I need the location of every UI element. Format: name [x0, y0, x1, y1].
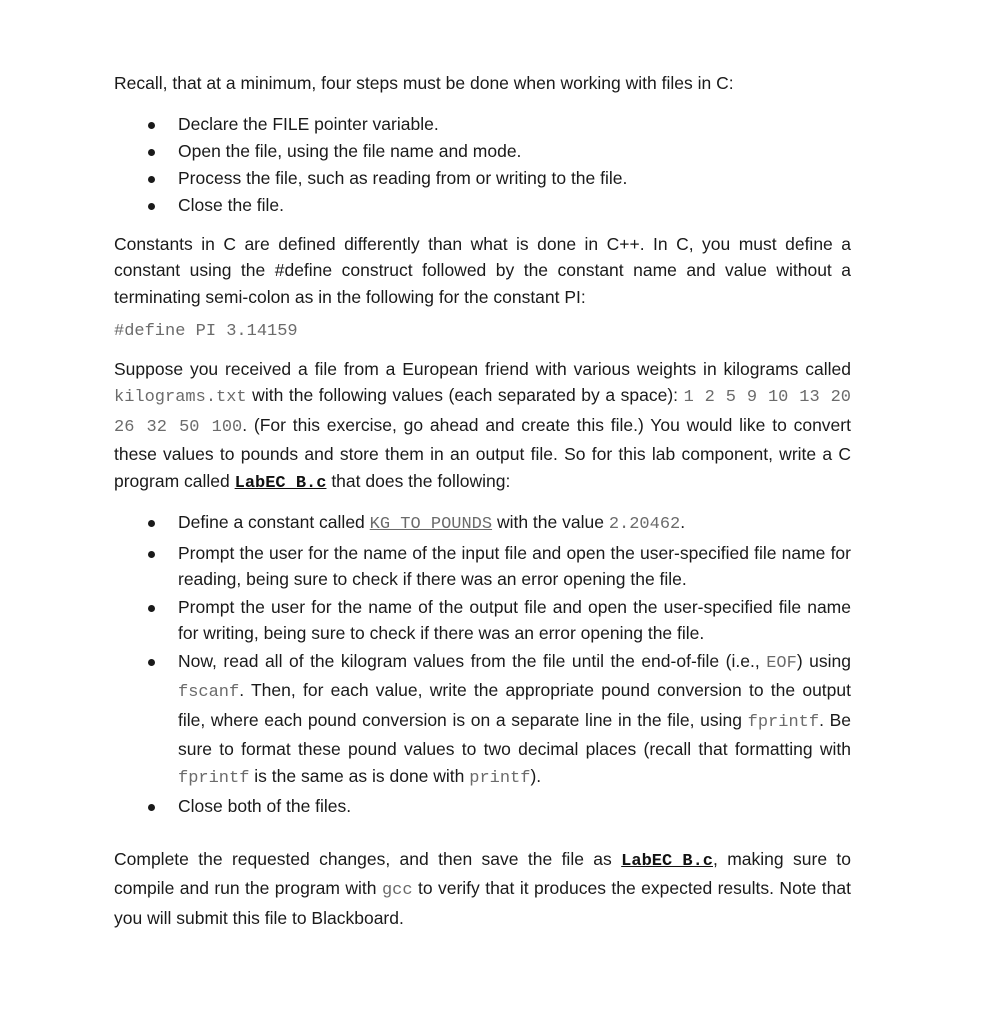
bullet-icon	[148, 176, 155, 183]
bullet-icon	[148, 659, 155, 666]
printf-code: printf	[469, 768, 531, 788]
intro-paragraph: Recall, that at a minimum, four steps must be done when working with files in C:	[114, 73, 734, 93]
file-steps-list	[114, 111, 851, 219]
bullet-icon	[148, 122, 155, 129]
list-item: Prompt the user for the name of the output file and open the user-specified file name for writing, being sure to check if there was an error opening the file.	[114, 594, 851, 647]
bullet-icon	[148, 149, 155, 156]
list-item: Define a constant called KG_TO_POUNDS with the value 2.20462.	[114, 509, 851, 539]
scenario-paragraph: Suppose you received a file from a European friend with various weights in kilograms called kilograms.txt with the following values (each separated by a space): 1 2 5 9 10 13 20 26 32 50 100. (For this exercise, go ahead and create this file.) You would like to convert these values to pounds and store them in an output file. So for this lab component, write a C program called LabEC_B.c that does the following:	[114, 358, 851, 493]
list-item: Now, read all of the kilogram values from the file until the end-of-file (i.e., EOF) using fscanf. Then, for each value, write the appropriate pound conversion to the output file, where each pound conversion is on a separate line in the file, using fprintf. Be sure to format these pound values to two decimal places (recall that formatting with fprintf is the same as is done with printf).	[114, 648, 851, 793]
program-name: LabEC_B.c	[621, 851, 713, 871]
fprintf-code: fprintf	[178, 768, 250, 788]
gcc-code: gcc	[381, 881, 413, 900]
bullet-icon	[148, 520, 155, 527]
list-item: Close both of the files.	[114, 793, 851, 820]
code-snippet: #define PI 3.14159	[114, 322, 298, 341]
fscanf-code: fscanf	[178, 683, 240, 702]
list-item: Close the file.	[114, 192, 851, 219]
task-list	[114, 509, 851, 820]
bullet-icon	[148, 551, 155, 558]
const-value-code: 2.20462	[608, 515, 681, 534]
list-item: Declare the FILE pointer variable.	[114, 111, 851, 138]
values-code: 1 2 5 9 10 13 20 26 32 50 100	[114, 388, 851, 437]
bullet-icon	[148, 804, 155, 811]
document-page	[114, 70, 851, 931]
bullet-icon	[148, 605, 155, 612]
filename-code: kilograms.txt	[114, 388, 247, 407]
bullet-icon	[148, 203, 155, 210]
constants-paragraph: Constants in C are defined differently than what is done in C++. In C, you must define a constant using the #define construct followed by the constant name and value without a terminating semi-colon as in the following for the constant PI:	[114, 233, 851, 307]
fprintf-code: fprintf	[747, 712, 820, 732]
eof-code: EOF	[766, 653, 797, 673]
const-name-code: KG_TO_POUNDS	[369, 515, 493, 534]
list-item: Process the file, such as reading from or writing to the file.	[114, 165, 851, 192]
list-item: Open the file, using the file name and mode.	[114, 138, 851, 165]
program-name: LabEC_B.c	[234, 473, 327, 493]
list-item: Prompt the user for the name of the input file and open the user-specified file name for reading, being sure to check if there was an error opening the file.	[114, 540, 851, 593]
final-paragraph: Complete the requested changes, and then save the file as LabEC_B.c, making sure to compile and run the program with gcc to verify that it produces the expected results. Note that you will submit this file to Blackboard.	[114, 848, 852, 928]
